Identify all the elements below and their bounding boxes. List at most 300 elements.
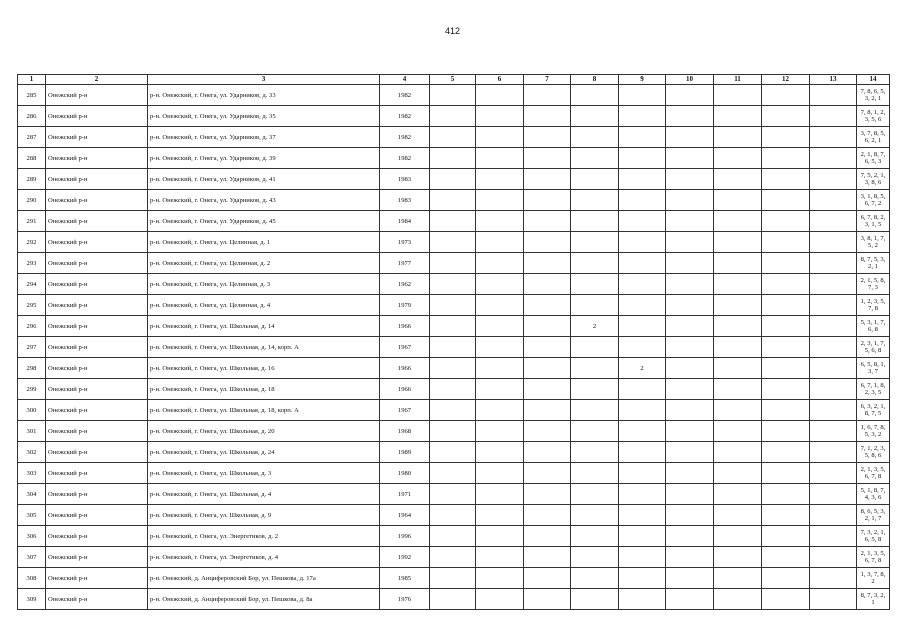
page-number: 412	[444, 26, 461, 36]
table-row	[18, 358, 890, 379]
col6-cell	[476, 547, 524, 568]
col7-cell	[524, 379, 571, 400]
col13-cell	[810, 589, 857, 610]
row-number: 307	[18, 547, 46, 568]
row-number: 296	[18, 316, 46, 337]
col10-cell	[666, 253, 714, 274]
col13-cell	[810, 547, 857, 568]
col6-cell	[476, 316, 524, 337]
table-row	[18, 127, 890, 148]
address-cell: р-н. Онежский, г. Онега, ул. Целинная, д. 2	[148, 253, 380, 274]
col5-cell	[430, 442, 476, 463]
col14-cell: 1, 6, 7, 8, 5, 3, 2	[857, 421, 890, 442]
col11-cell	[714, 127, 762, 148]
col9-cell	[619, 337, 666, 358]
col7-cell	[524, 400, 571, 421]
col8-cell	[571, 190, 619, 211]
col9-cell	[619, 106, 666, 127]
table-row	[18, 295, 890, 316]
col7-cell	[524, 568, 571, 589]
col11-cell	[714, 442, 762, 463]
col13-cell	[810, 526, 857, 547]
year-cell: 1966	[380, 316, 430, 337]
address-cell: р-н. Онежский, г. Онега, ул. Целинная, д. 1	[148, 232, 380, 253]
row-number: 297	[18, 337, 46, 358]
address-cell: р-н. Онежский, г. Онега, ул. Ударников, д. 41	[148, 169, 380, 190]
col10-cell	[666, 463, 714, 484]
col6-cell	[476, 358, 524, 379]
col6-cell	[476, 274, 524, 295]
col7-cell	[524, 106, 571, 127]
year-cell: 1968	[380, 421, 430, 442]
col11-cell	[714, 379, 762, 400]
table-row	[18, 106, 890, 127]
col11-cell	[714, 274, 762, 295]
col7-cell	[524, 232, 571, 253]
year-cell: 1982	[380, 106, 430, 127]
table-row	[18, 400, 890, 421]
col12-cell	[762, 232, 810, 253]
district-cell: Онежский р-н	[46, 484, 148, 505]
col10-cell	[666, 484, 714, 505]
col6-cell	[476, 463, 524, 484]
col9-cell	[619, 421, 666, 442]
col12-cell	[762, 547, 810, 568]
col12-cell	[762, 337, 810, 358]
row-number: 301	[18, 421, 46, 442]
address-cell: р-н. Онежский, г. Онега, ул. Школьная, д. 4	[148, 484, 380, 505]
col9-cell	[619, 316, 666, 337]
district-cell: Онежский р-н	[46, 463, 148, 484]
col7-cell	[524, 211, 571, 232]
column-header-10: 10	[666, 75, 714, 85]
row-number: 303	[18, 463, 46, 484]
col7-cell	[524, 190, 571, 211]
col9-cell	[619, 85, 666, 106]
col6-cell	[476, 526, 524, 547]
col14-cell: 7, 3, 2, 1, 6, 5, 8	[857, 526, 890, 547]
col9-cell	[619, 484, 666, 505]
col13-cell	[810, 106, 857, 127]
address-cell: р-н. Онежский, г. Онега, ул. Ударников, д. 33	[148, 85, 380, 106]
col13-cell	[810, 442, 857, 463]
year-cell: 1973	[380, 232, 430, 253]
col7-cell	[524, 589, 571, 610]
col14-cell: 7, 8, 1, 2, 3, 5, 6	[857, 106, 890, 127]
col14-cell: 3, 1, 8, 5, 6, 7, 2	[857, 190, 890, 211]
col14-cell: 8, 6, 5, 3, 2, 1, 7	[857, 505, 890, 526]
col9-cell	[619, 211, 666, 232]
address-cell: р-н. Онежский, г. Онега, ул. Школьная, д. 9	[148, 505, 380, 526]
row-number: 298	[18, 358, 46, 379]
table-row	[18, 169, 890, 190]
col12-cell	[762, 379, 810, 400]
col12-cell	[762, 463, 810, 484]
col9-cell	[619, 568, 666, 589]
col11-cell	[714, 568, 762, 589]
row-number: 300	[18, 400, 46, 421]
housing-registry-table	[17, 74, 890, 610]
col6-cell	[476, 253, 524, 274]
col12-cell	[762, 505, 810, 526]
col12-cell	[762, 127, 810, 148]
column-header-4: 4	[380, 75, 430, 85]
column-header-8: 8	[571, 75, 619, 85]
col5-cell	[430, 379, 476, 400]
col8-cell	[571, 85, 619, 106]
address-cell: р-н. Онежский, г. Онега, ул. Школьная, д. 18, корп. А	[148, 400, 380, 421]
col10-cell	[666, 295, 714, 316]
column-header-13: 13	[810, 75, 857, 85]
year-cell: 1982	[380, 85, 430, 106]
row-number: 287	[18, 127, 46, 148]
col10-cell	[666, 421, 714, 442]
col12-cell	[762, 253, 810, 274]
col12-cell	[762, 211, 810, 232]
col13-cell	[810, 505, 857, 526]
col10-cell	[666, 526, 714, 547]
col10-cell	[666, 190, 714, 211]
table-row	[18, 190, 890, 211]
row-number: 302	[18, 442, 46, 463]
col5-cell	[430, 316, 476, 337]
col10-cell	[666, 358, 714, 379]
col8-cell	[571, 295, 619, 316]
col6-cell	[476, 106, 524, 127]
column-header-2: 2	[46, 75, 148, 85]
district-cell: Онежский р-н	[46, 442, 148, 463]
district-cell: Онежский р-н	[46, 379, 148, 400]
col8-cell	[571, 211, 619, 232]
col8-cell	[571, 127, 619, 148]
year-cell: 1964	[380, 505, 430, 526]
row-number: 290	[18, 190, 46, 211]
column-header-9: 9	[619, 75, 666, 85]
col5-cell	[430, 253, 476, 274]
col6-cell	[476, 190, 524, 211]
col6-cell	[476, 589, 524, 610]
col8-cell	[571, 253, 619, 274]
address-cell: р-н. Онежский, д. Анциферовский Бор, ул. Пешкова, д. 17а	[148, 568, 380, 589]
col13-cell	[810, 421, 857, 442]
col8-cell	[571, 274, 619, 295]
district-cell: Онежский р-н	[46, 148, 148, 169]
address-cell: р-н. Онежский, г. Онега, ул. Ударников, д. 45	[148, 211, 380, 232]
col9-cell	[619, 505, 666, 526]
row-number: 293	[18, 253, 46, 274]
col8-cell	[571, 148, 619, 169]
col10-cell	[666, 547, 714, 568]
year-cell: 1962	[380, 274, 430, 295]
header-row	[18, 75, 890, 85]
col8-cell	[571, 337, 619, 358]
col11-cell	[714, 421, 762, 442]
district-cell: Онежский р-н	[46, 190, 148, 211]
col7-cell	[524, 253, 571, 274]
row-number: 309	[18, 589, 46, 610]
year-cell: 1967	[380, 337, 430, 358]
address-cell: р-н. Онежский, д. Анциферовский Бор, ул. Пешкова, д. 8а	[148, 589, 380, 610]
column-header-1: 1	[18, 75, 46, 85]
col8-cell	[571, 169, 619, 190]
col7-cell	[524, 127, 571, 148]
table-row	[18, 505, 890, 526]
district-cell: Онежский р-н	[46, 211, 148, 232]
col7-cell	[524, 148, 571, 169]
address-cell: р-н. Онежский, г. Онега, ул. Энергетиков, д. 4	[148, 547, 380, 568]
col11-cell	[714, 106, 762, 127]
col6-cell	[476, 379, 524, 400]
column-header-5: 5	[430, 75, 476, 85]
col14-cell: 6, 7, 8, 2, 3, 1, 5	[857, 211, 890, 232]
col12-cell	[762, 421, 810, 442]
col6-cell	[476, 85, 524, 106]
col11-cell	[714, 337, 762, 358]
address-cell: р-н. Онежский, г. Онега, ул. Школьная, д. 14	[148, 316, 380, 337]
col6-cell	[476, 568, 524, 589]
col13-cell	[810, 358, 857, 379]
col7-cell	[524, 421, 571, 442]
table-row	[18, 421, 890, 442]
col6-cell	[476, 442, 524, 463]
district-cell: Онежский р-н	[46, 295, 148, 316]
address-cell: р-н. Онежский, г. Онега, ул. Энергетиков, д. 2	[148, 526, 380, 547]
table-row	[18, 442, 890, 463]
district-cell: Онежский р-н	[46, 400, 148, 421]
col5-cell	[430, 274, 476, 295]
col12-cell	[762, 568, 810, 589]
col11-cell	[714, 211, 762, 232]
table-body	[18, 85, 890, 610]
district-cell: Онежский р-н	[46, 505, 148, 526]
year-cell: 1996	[380, 526, 430, 547]
col14-cell: 8, 7, 3, 2, 1	[857, 589, 890, 610]
col9-cell	[619, 190, 666, 211]
col5-cell	[430, 463, 476, 484]
col7-cell	[524, 484, 571, 505]
col14-cell: 2, 1, 8, 7, 6, 5, 3	[857, 148, 890, 169]
col11-cell	[714, 547, 762, 568]
col8-cell	[571, 358, 619, 379]
row-number: 285	[18, 85, 46, 106]
col8-cell	[571, 568, 619, 589]
col14-cell: 1, 2, 3, 5, 7, 8	[857, 295, 890, 316]
col7-cell	[524, 316, 571, 337]
col10-cell	[666, 337, 714, 358]
table-row	[18, 274, 890, 295]
table-row	[18, 148, 890, 169]
col10-cell	[666, 442, 714, 463]
address-cell: р-н. Онежский, г. Онега, ул. Ударников, д. 35	[148, 106, 380, 127]
year-cell: 1976	[380, 589, 430, 610]
col5-cell	[430, 526, 476, 547]
col9-cell	[619, 463, 666, 484]
col9-cell	[619, 148, 666, 169]
col6-cell	[476, 211, 524, 232]
col9-cell	[619, 169, 666, 190]
col6-cell	[476, 169, 524, 190]
table-row	[18, 337, 890, 358]
col8-cell	[571, 442, 619, 463]
col6-cell	[476, 127, 524, 148]
address-cell: р-н. Онежский, г. Онега, ул. Ударников, д. 43	[148, 190, 380, 211]
row-number: 304	[18, 484, 46, 505]
col9-cell: 2	[619, 358, 666, 379]
col8-cell: 2	[571, 316, 619, 337]
col9-cell	[619, 127, 666, 148]
col13-cell	[810, 211, 857, 232]
col7-cell	[524, 358, 571, 379]
col13-cell	[810, 316, 857, 337]
address-cell: р-н. Онежский, г. Онега, ул. Школьная, д. 14, корп. А	[148, 337, 380, 358]
col8-cell	[571, 400, 619, 421]
col7-cell	[524, 505, 571, 526]
col8-cell	[571, 505, 619, 526]
col14-cell: 1, 3, 7, 8, 2	[857, 568, 890, 589]
col10-cell	[666, 169, 714, 190]
col6-cell	[476, 232, 524, 253]
row-number: 299	[18, 379, 46, 400]
address-cell: р-н. Онежский, г. Онега, ул. Целинная, д. 4	[148, 295, 380, 316]
col9-cell	[619, 547, 666, 568]
year-cell: 1983	[380, 190, 430, 211]
col6-cell	[476, 421, 524, 442]
col8-cell	[571, 421, 619, 442]
table-row	[18, 463, 890, 484]
col14-cell: 6, 7, 1, 8, 2, 3, 5	[857, 379, 890, 400]
col13-cell	[810, 337, 857, 358]
col12-cell	[762, 85, 810, 106]
col5-cell	[430, 106, 476, 127]
col9-cell	[619, 442, 666, 463]
col7-cell	[524, 337, 571, 358]
col12-cell	[762, 274, 810, 295]
col11-cell	[714, 526, 762, 547]
col13-cell	[810, 127, 857, 148]
col6-cell	[476, 337, 524, 358]
col14-cell: 5, 1, 8, 7, 4, 3, 6	[857, 484, 890, 505]
col14-cell: 5, 3, 1, 7, 6, 8	[857, 316, 890, 337]
address-cell: р-н. Онежский, г. Онега, ул. Целинная, д. 3	[148, 274, 380, 295]
year-cell: 1966	[380, 379, 430, 400]
col14-cell: 7, 1, 2, 3, 5, 8, 6	[857, 442, 890, 463]
col14-cell: 3, 7, 8, 5, 6, 2, 1	[857, 127, 890, 148]
col12-cell	[762, 169, 810, 190]
col12-cell	[762, 295, 810, 316]
col11-cell	[714, 589, 762, 610]
district-cell: Онежский р-н	[46, 169, 148, 190]
district-cell: Онежский р-н	[46, 526, 148, 547]
col9-cell	[619, 379, 666, 400]
address-cell: р-н. Онежский, г. Онега, ул. Ударников, д. 37	[148, 127, 380, 148]
col10-cell	[666, 316, 714, 337]
col8-cell	[571, 379, 619, 400]
address-cell: р-н. Онежский, г. Онега, ул. Школьная, д. 24	[148, 442, 380, 463]
col14-cell: 3, 8, 1, 7, 5, 2	[857, 232, 890, 253]
district-cell: Онежский р-н	[46, 337, 148, 358]
year-cell: 1992	[380, 547, 430, 568]
col5-cell	[430, 400, 476, 421]
column-header-6: 6	[476, 75, 524, 85]
year-cell: 1982	[380, 127, 430, 148]
col13-cell	[810, 190, 857, 211]
year-cell: 1984	[380, 211, 430, 232]
row-number: 291	[18, 211, 46, 232]
col10-cell	[666, 274, 714, 295]
col5-cell	[430, 358, 476, 379]
col8-cell	[571, 526, 619, 547]
col11-cell	[714, 148, 762, 169]
col14-cell: 2, 1, 3, 5, 6, 7, 8	[857, 547, 890, 568]
col8-cell	[571, 547, 619, 568]
year-cell: 1982	[380, 148, 430, 169]
col7-cell	[524, 169, 571, 190]
row-number: 289	[18, 169, 46, 190]
col10-cell	[666, 232, 714, 253]
col8-cell	[571, 463, 619, 484]
col5-cell	[430, 148, 476, 169]
col10-cell	[666, 106, 714, 127]
col5-cell	[430, 211, 476, 232]
col8-cell	[571, 484, 619, 505]
col5-cell	[430, 484, 476, 505]
col12-cell	[762, 106, 810, 127]
col10-cell	[666, 589, 714, 610]
year-cell: 1971	[380, 484, 430, 505]
col13-cell	[810, 253, 857, 274]
column-header-7: 7	[524, 75, 571, 85]
col7-cell	[524, 547, 571, 568]
col12-cell	[762, 484, 810, 505]
col14-cell: 7, 8, 6, 5, 3, 2, 1	[857, 85, 890, 106]
col10-cell	[666, 85, 714, 106]
column-header-3: 3	[148, 75, 380, 85]
table-row	[18, 253, 890, 274]
col14-cell: 2, 1, 5, 8, 7, 3	[857, 274, 890, 295]
col9-cell	[619, 400, 666, 421]
col12-cell	[762, 148, 810, 169]
col5-cell	[430, 127, 476, 148]
address-cell: р-н. Онежский, г. Онега, ул. Школьная, д. 3	[148, 463, 380, 484]
district-cell: Онежский р-н	[46, 421, 148, 442]
col10-cell	[666, 127, 714, 148]
year-cell: 1977	[380, 253, 430, 274]
table-row	[18, 211, 890, 232]
col11-cell	[714, 169, 762, 190]
col5-cell	[430, 505, 476, 526]
col14-cell: 6, 3, 2, 1, 8, 7, 5	[857, 400, 890, 421]
col11-cell	[714, 463, 762, 484]
year-cell: 1983	[380, 169, 430, 190]
row-number: 308	[18, 568, 46, 589]
col7-cell	[524, 274, 571, 295]
address-cell: р-н. Онежский, г. Онега, ул. Ударников, д. 39	[148, 148, 380, 169]
col5-cell	[430, 85, 476, 106]
col10-cell	[666, 568, 714, 589]
column-header-11: 11	[714, 75, 762, 85]
address-cell: р-н. Онежский, г. Онега, ул. Школьная, д. 20	[148, 421, 380, 442]
col13-cell	[810, 295, 857, 316]
col12-cell	[762, 316, 810, 337]
address-cell: р-н. Онежский, г. Онега, ул. Школьная, д. 18	[148, 379, 380, 400]
year-cell: 1966	[380, 358, 430, 379]
col13-cell	[810, 484, 857, 505]
col9-cell	[619, 232, 666, 253]
col12-cell	[762, 400, 810, 421]
table-row	[18, 526, 890, 547]
col11-cell	[714, 232, 762, 253]
col7-cell	[524, 463, 571, 484]
